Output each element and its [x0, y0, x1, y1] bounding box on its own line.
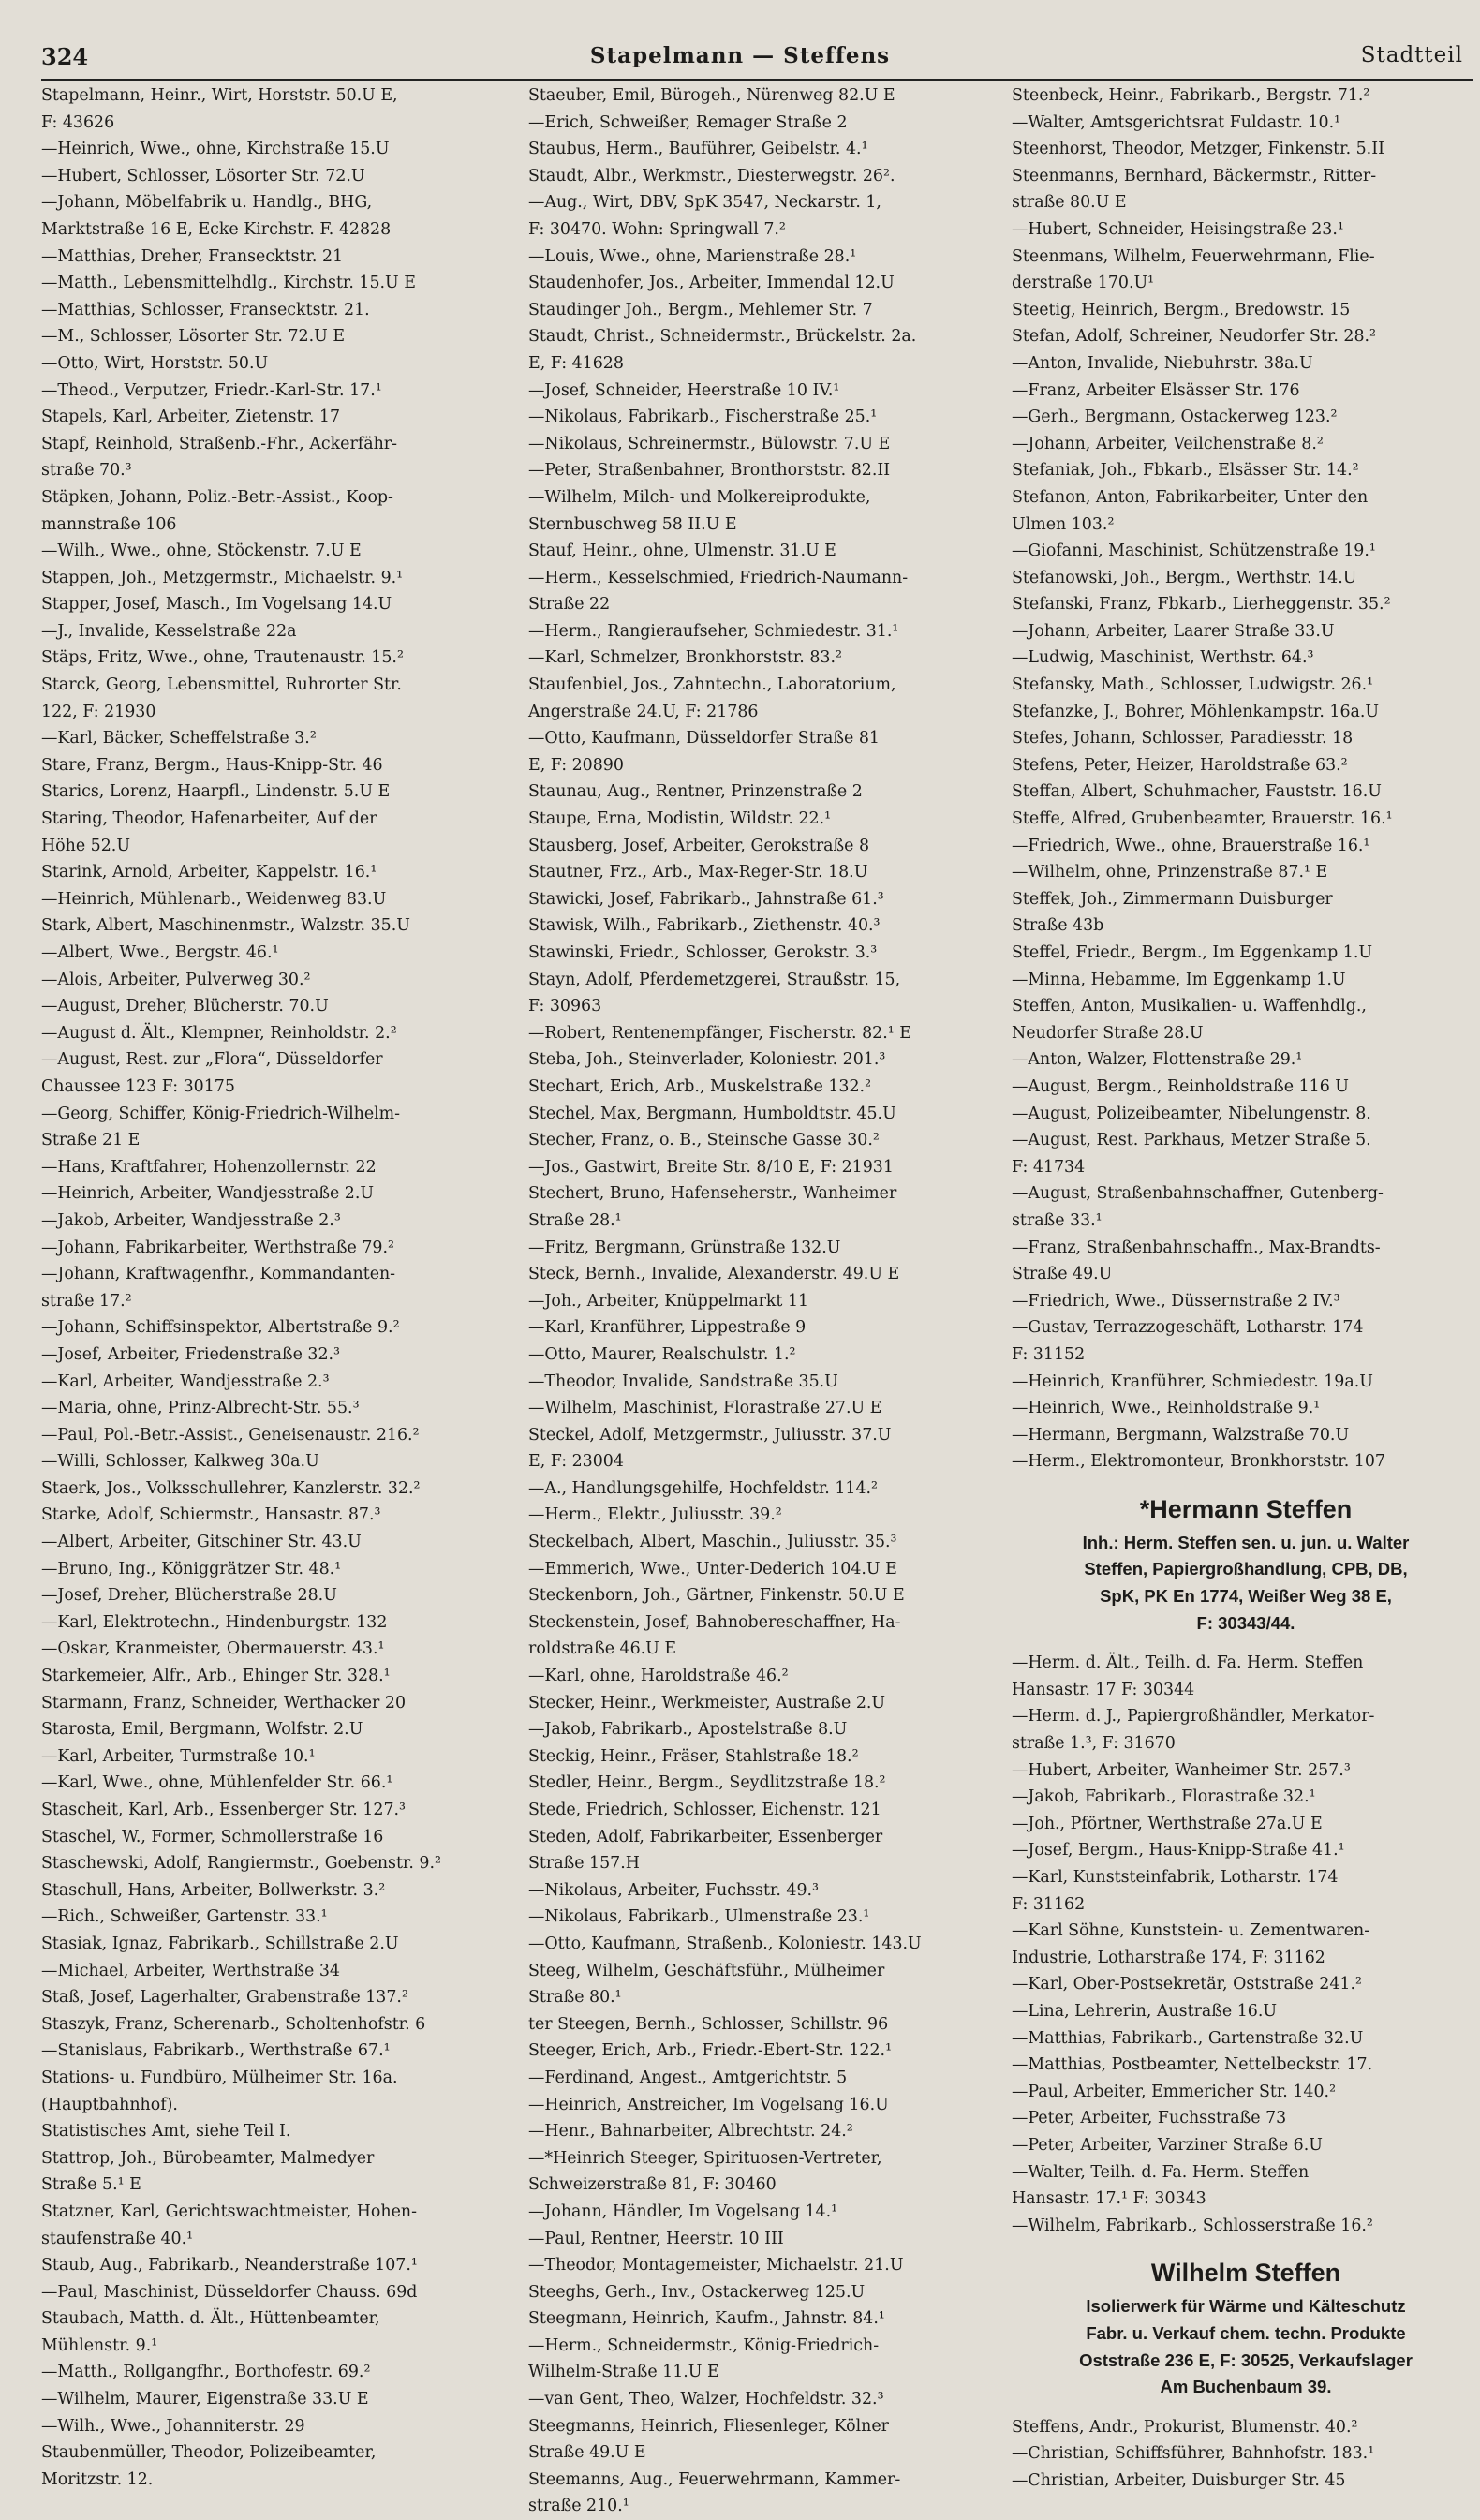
directory-entry-line: Hansastr. 17.¹ F: 30343: [1012, 2189, 1206, 2209]
directory-entry-line: Schweizerstraße 81, F: 30460: [528, 2175, 777, 2195]
directory-entry-line: Neudorfer Straße 28.U: [1012, 1023, 1204, 1043]
directory-entry-line: —Jakob, Fabrikarb., Florastraße 32.¹: [1012, 1787, 1316, 1807]
directory-entry-line: —Joh., Arbeiter, Knüppelmarkt 11: [528, 1291, 809, 1311]
ad-title: *Hermann Steffen: [1139, 1494, 1353, 1523]
directory-entry-line: —Josef, Bergm., Haus-Knipp-Straße 41.¹: [1012, 1841, 1345, 1860]
directory-entry-line: —Josef, Dreher, Blücherstraße 28.U: [41, 1586, 337, 1606]
directory-entry-line: —Heinrich, Wwe., Reinholdstraße 9.¹: [1012, 1399, 1321, 1418]
directory-entry-line: —Theod., Verputzer, Friedr.-Karl-Str. 17.¹: [41, 380, 382, 400]
directory-entry-line: —Karl, Ober-Postsekretär, Oststraße 241.²: [1012, 1975, 1362, 1994]
directory-entry-line: Staschull, Hans, Arbeiter, Bollwerkstr. 3.²: [41, 1880, 386, 1900]
directory-entry-line: —Johann, Möbelfabrik u. Handlg., BHG,: [41, 193, 373, 213]
directory-entry-line: —Aug., Wirt, DBV, SpK 3547, Neckarstr. 1,: [528, 193, 881, 213]
directory-entry-line: —Georg, Schiffer, König-Friedrich-Wilhelm-: [41, 1104, 401, 1123]
directory-entry-line: —Nikolaus, Schreinermstr., Bülowstr. 7.U E: [528, 434, 891, 453]
directory-entry-line: Moritzstr. 12.: [41, 2469, 154, 2489]
directory-entry-line: Staerk, Jos., Volksschullehrer, Kanzlerstr. 32.²: [41, 1478, 421, 1498]
directory-entry-line: Staupe, Erna, Modistin, Wildstr. 22.¹: [528, 809, 832, 829]
directory-entry-line: derstraße 170.U¹: [1012, 274, 1155, 293]
directory-entry-line: —Minna, Hebamme, Im Eggenkamp 1.U: [1012, 970, 1346, 989]
directory-entry-line: staufenstraße 40.¹: [41, 2229, 194, 2248]
directory-entry-line: —van Gent, Theo, Walzer, Hochfeldstr. 32.³: [528, 2390, 884, 2409]
directory-entry-line: Staubach, Matth. d. Ält., Hüttenbeamter,: [41, 2309, 380, 2329]
directory-entry-line: —Herm., Kesselschmied, Friedrich-Naumann-: [528, 568, 909, 587]
directory-entry-line: Staunau, Aug., Rentner, Prinzenstraße 2: [528, 782, 863, 802]
directory-entry-line: Stautner, Frz., Arb., Max-Reger-Str. 18.U: [528, 863, 868, 882]
directory-entry-line: Stefes, Johann, Schlosser, Paradiesstr. 18: [1012, 729, 1354, 749]
directory-entry-line: —Alois, Arbeiter, Pulverweg 30.²: [41, 970, 311, 989]
directory-entry-line: F: 43626: [41, 112, 115, 132]
directory-entry-line: —Stanislaus, Fabrikarb., Werthstraße 67.¹: [41, 2041, 391, 2061]
directory-entry-line: mannstraße 106: [41, 514, 177, 534]
directory-entry-line: —Albert, Wwe., Bergstr. 46.¹: [41, 943, 279, 962]
directory-entry-line: Hansastr. 17 F: 30344: [1012, 1680, 1195, 1699]
directory-entry-line: —Wilh., Wwe., Johanniterstr. 29: [41, 2416, 305, 2436]
directory-entry-line: —Paul, Arbeiter, Emmericher Str. 140.²: [1012, 2082, 1337, 2101]
directory-entry-line: —Paul, Pol.-Betr.-Assist., Geneisenaustr. 216.²: [41, 1425, 420, 1445]
directory-entry-line: straße 33.¹: [1012, 1210, 1103, 1230]
directory-entry-line: E, F: 20890: [528, 755, 624, 775]
directory-entry-line: Steeger, Erich, Arb., Friedr.-Ebert-Str. 122.¹: [528, 2041, 893, 2061]
directory-entry-line: Stefansky, Math., Schlosser, Ludwigstr. 26.¹: [1012, 675, 1374, 695]
directory-entry-line: —Emmerich, Wwe., Unter-Dederich 104.U E: [528, 1559, 897, 1579]
column-3: [1012, 82, 1480, 2490]
directory-entry-line: Staeuber, Emil, Bürogeh., Nürenweg 82.U E: [528, 86, 895, 105]
directory-entry-line: Straße 22: [528, 595, 611, 615]
directory-entry-line: —Paul, Maschinist, Düsseldorfer Chauss. 69d: [41, 2282, 418, 2302]
directory-entry-line: —Ludwig, Maschinist, Werthstr. 64.³: [1012, 648, 1314, 668]
directory-entry-line: Stayn, Adolf, Pferdemetzgerei, Straußstr. 15,: [528, 970, 901, 989]
directory-entry-line: —Christian, Schiffsführer, Bahnhofstr. 183.¹: [1012, 2444, 1375, 2464]
directory-entry-line: —Matthias, Schlosser, Fransecktstr. 21.: [41, 300, 370, 319]
directory-entry-line: straße 70.³: [41, 461, 132, 481]
directory-entry-line: —Herm. d. J., Papiergroßhändler, Merkator-: [1012, 1707, 1375, 1727]
directory-entry-line: roldstraße 46.U E: [528, 1639, 677, 1659]
directory-entry-line: —Henr., Bahnarbeiter, Albrechtstr. 24.²: [528, 2122, 853, 2142]
directory-entry-line: —Wilhelm, Milch- und Molkereiprodukte,: [528, 487, 871, 507]
directory-entry-line: —August d. Ält., Klempner, Reinholdstr. 2.²: [41, 1023, 397, 1043]
directory-entry-line: —Josef, Schneider, Heerstraße 10 IV.¹: [528, 380, 840, 400]
directory-entry-line: —Giofanni, Maschinist, Schützenstraße 19.¹: [1012, 541, 1376, 561]
directory-entry-line: —Friedrich, Wwe., Düssernstraße 2 IV.³: [1012, 1291, 1340, 1311]
directory-entry-line: F: 41734: [1012, 1157, 1086, 1177]
directory-entry-line: —August, Polizeibeamter, Nibelungenstr. 8.: [1012, 1104, 1371, 1123]
directory-entry-line: —Anton, Invalide, Niebuhrstr. 38a.U: [1012, 353, 1313, 373]
directory-entry-line: —Fritz, Bergmann, Grünstraße 132.U: [528, 1238, 841, 1257]
directory-entry-line: —Gustav, Terrazzogeschäft, Lotharstr. 174: [1012, 1318, 1364, 1338]
directory-entry-line: Stäps, Fritz, Wwe., ohne, Trautenaustr. 15.²: [41, 648, 404, 668]
directory-entry-line: —Wilhelm, ohne, Prinzenstraße 87.¹ E: [1012, 863, 1328, 882]
directory-entry-line: —Karl, Arbeiter, Turmstraße 10.¹: [41, 1746, 316, 1766]
directory-entry-line: —Otto, Maurer, Realschulstr. 1.²: [528, 1344, 796, 1364]
directory-entry-line: F: 31152: [1012, 1344, 1086, 1364]
directory-entry-line: Steden, Adolf, Fabrikarbeiter, Essenberger: [528, 1827, 883, 1846]
directory-entry-line: Straße 28.¹: [528, 1210, 622, 1230]
directory-entry-line: Steffe, Alfred, Grubenbeamter, Brauerstr. 16.¹: [1012, 809, 1393, 829]
directory-entry-line: —Christian, Arbeiter, Duisburger Str. 45: [1012, 2470, 1346, 2490]
directory-entry-line: Stare, Franz, Bergm., Haus-Knipp-Str. 46: [41, 755, 383, 775]
directory-entry-line: —Johann, Kraftwagenfhr., Kommandanten-: [41, 1265, 396, 1284]
directory-entry-line: —Robert, Rentenempfänger, Fischerstr. 82.¹ E: [528, 1023, 911, 1043]
directory-entry-line: Steeg, Wilhelm, Geschäftsführ., Mülheimer: [528, 1961, 885, 1980]
directory-entry-line: —Jos., Gastwirt, Breite Str. 8/10 E, F: 21931: [528, 1157, 894, 1177]
directory-entry-line: —Theodor, Montagemeister, Michaelstr. 21.U: [528, 2256, 904, 2275]
directory-entry-line: Steckenstein, Josef, Bahnobereschaffner, Ha-: [528, 1612, 901, 1632]
directory-entry-line: —*Heinrich Steeger, Spirituosen-Vertreter,: [528, 2148, 882, 2168]
directory-entry-line: —Otto, Wirt, Horststr. 50.U: [41, 353, 269, 373]
directory-entry-line: E, F: 41628: [528, 353, 624, 373]
directory-entry-line: Staudenhofer, Jos., Arbeiter, Immendal 12.U: [528, 274, 895, 293]
directory-entry-line: Steffel, Friedr., Bergm., Im Eggenkamp 1.U: [1012, 943, 1373, 962]
directory-entry-line: Starkemeier, Alfr., Arb., Ehinger Str. 328.¹: [41, 1667, 391, 1686]
directory-entry-line: —Peter, Arbeiter, Fuchsstraße 73: [1012, 2109, 1287, 2128]
directory-entry-line: Steenhorst, Theodor, Metzger, Finkenstr. 5.II: [1012, 140, 1384, 159]
directory-entry-line: —Karl Söhne, Kunststein- u. Zementwaren-: [1012, 1921, 1370, 1941]
column-2: [528, 82, 1006, 2516]
directory-entry-line: Steenmanns, Bernhard, Bäckermstr., Ritter-: [1012, 166, 1377, 185]
directory-entry-line: —Heinrich, Kranführer, Schmiedestr. 19a.U: [1012, 1371, 1373, 1391]
directory-entry-line: Staschewski, Adolf, Rangiermstr., Goebenstr. 9.²: [41, 1854, 441, 1874]
directory-entry-line: Steffens, Andr., Prokurist, Blumenstr. 40.²: [1012, 2417, 1358, 2437]
directory-entry-line: —Gerh., Bergmann, Ostackerweg 123.²: [1012, 408, 1338, 427]
directory-entry-line: Starmann, Franz, Schneider, Werthacker 20: [41, 1693, 407, 1712]
directory-entry-line: Steckelbach, Albert, Maschin., Juliusstr. 35.³: [528, 1533, 897, 1552]
directory-entry-line: —Rich., Schweißer, Gartenstr. 33.¹: [41, 1907, 328, 1927]
directory-entry-line: —Matthias, Dreher, Fransecktstr. 21: [41, 246, 344, 266]
directory-entry-line: Stapper, Josef, Masch., Im Vogelsang 14.U: [41, 595, 392, 615]
directory-entry-line: —August, Dreher, Blücherstr. 70.U: [41, 997, 329, 1016]
page-number: 324: [41, 43, 89, 70]
directory-entry-line: Staubus, Herm., Bauführer, Geibelstr. 4.¹: [528, 140, 868, 159]
directory-entry-line: Wilhelm-Straße 11.U E: [528, 2363, 719, 2382]
directory-entry-line: Steba, Joh., Steinverlader, Koloniestr. 201.³: [528, 1050, 886, 1070]
directory-entry-line: Stausberg, Josef, Arbeiter, Gerokstraße 8: [528, 836, 870, 855]
directory-entry-line: Staufenbiel, Jos., Zahntechn., Laboratorium,: [528, 675, 896, 695]
directory-entry-line: —Karl, Wwe., ohne, Mühlenfelder Str. 66.¹: [41, 1773, 393, 1793]
directory-entry-line: Staß, Josef, Lagerhalter, Grabenstraße 137.²: [41, 1988, 408, 2008]
directory-entry-line: Stefanon, Anton, Fabrikarbeiter, Unter den: [1012, 487, 1369, 507]
advertisement-hermann-steffen: [1012, 1489, 1480, 1637]
directory-entry-line: —Theodor, Invalide, Sandstraße 35.U: [528, 1371, 838, 1391]
directory-entry-line: Höhe 52.U: [41, 836, 130, 855]
directory-entry-line: E, F: 23004: [528, 1452, 624, 1472]
directory-entry-line: —Johann, Fabrikarbeiter, Werthstraße 79.²: [41, 1238, 394, 1257]
ad-line: Fabr. u. Verkauf chem. techn. Produkte: [1086, 2322, 1406, 2343]
directory-entry-line: Steenmans, Wilhelm, Feuerwehrmann, Flie-: [1012, 246, 1375, 266]
directory-entry-line: Stapels, Karl, Arbeiter, Zietenstr. 17: [41, 408, 341, 427]
directory-entry-line: —Herm. d. Ält., Teilh. d. Fa. Herm. Steffen: [1012, 1653, 1364, 1673]
directory-entry-line: —Wilh., Wwe., ohne, Stöckenstr. 7.U E: [41, 541, 362, 561]
directory-entry-line: Stappen, Joh., Metzgermstr., Michaelstr. 9.¹: [41, 568, 404, 587]
ad-line: SpK, PK En 1774, Weißer Weg 38 E,: [1100, 1586, 1392, 1607]
directory-entry-line: —Heinrich, Anstreicher, Im Vogelsang 16.U: [528, 2095, 889, 2114]
directory-entry-line: Stechart, Erich, Arb., Muskelstraße 132.²: [528, 1076, 872, 1096]
directory-entry-line: Steckel, Adolf, Metzgermstr., Juliusstr. 37.U: [528, 1425, 892, 1445]
directory-entry-line: Straße 21 E: [41, 1131, 141, 1150]
directory-entry-line: Stations- u. Fundbüro, Mülheimer Str. 16a.: [41, 2068, 398, 2087]
directory-entry-line: —Walter, Amtsgerichtsrat Fuldastr. 10.¹: [1012, 112, 1341, 132]
directory-entry-line: Steffen, Anton, Musikalien- u. Waffenhdlg.,: [1012, 997, 1367, 1016]
directory-entry-line: Stecker, Heinr., Werkmeister, Austraße 2.U: [528, 1693, 886, 1712]
directory-entry-line: Steckenborn, Joh., Gärtner, Finkenstr. 50.U E: [528, 1586, 905, 1606]
directory-entry-line: Stecher, Franz, o. B., Steinsche Gasse 30.²: [528, 1131, 880, 1150]
directory-entry-line: —Herm., Elektr., Juliusstr. 39.²: [528, 1505, 782, 1525]
directory-entry-line: Marktstraße 16 E, Ecke Kirchstr. F. 42828: [41, 219, 392, 239]
directory-entry-line: —A., Handlungsgehilfe, Hochfeldstr. 114.²: [528, 1478, 879, 1498]
directory-entry-line: Sternbuschweg 58 II.U E: [528, 514, 737, 534]
directory-entry-line: —Wilhelm, Fabrikarb., Schlosserstraße 16.²: [1012, 2216, 1373, 2235]
directory-entry-line: Staudt, Christ., Schneidermstr., Brückelstr. 2a.: [528, 327, 917, 347]
directory-entry-line: —Karl, ohne, Haroldstraße 46.²: [528, 1667, 789, 1686]
directory-entry-line: Starosta, Emil, Bergmann, Wolfstr. 2.U: [41, 1720, 363, 1740]
directory-entry-line: —Karl, Bäcker, Scheffelstraße 3.²: [41, 729, 317, 749]
directory-entry-line: —Herm., Rangieraufseher, Schmiedestr. 31.¹: [528, 621, 899, 641]
directory-entry-line: Stefens, Peter, Heizer, Haroldstraße 63.²: [1012, 755, 1348, 775]
directory-entry-line: —Hermann, Bergmann, Walzstraße 70.U: [1012, 1425, 1350, 1445]
ad-line: Am Buchenbaum 39.: [1160, 2377, 1332, 2397]
directory-entry-line: Stawisk, Wilh., Fabrikarb., Ziethenstr. 40.³: [528, 916, 881, 936]
directory-entry-line: straße 17.²: [41, 1291, 132, 1311]
directory-entry-line: —Michael, Arbeiter, Werthstraße 34: [41, 1961, 340, 1980]
directory-entry-line: —Hans, Kraftfahrer, Hohenzollernstr. 22: [41, 1157, 377, 1177]
directory-entry-line: —Johann, Händler, Im Vogelsang 14.¹: [528, 2201, 838, 2221]
directory-entry-line: —Joh., Pförtner, Werthstraße 27a.U E: [1012, 1814, 1323, 1833]
directory-entry-line: —Hubert, Schneider, Heisingstraße 23.¹: [1012, 219, 1344, 239]
directory-entry-line: Stawinski, Friedr., Schlosser, Gerokstr. 3.³: [528, 943, 878, 962]
column-3-entries-c: [1012, 2414, 1480, 2495]
directory-entry-line: Straße 49.U E: [528, 2443, 646, 2463]
directory-entry-line: —Wilhelm, Maschinist, Florastraße 27.U E: [528, 1399, 882, 1418]
directory-entry-line: Stapf, Reinhold, Straßenb.-Fhr., Ackerfähr-: [41, 434, 397, 453]
directory-entry-line: ter Steegen, Bernh., Schlosser, Schillstr. 96: [528, 2014, 889, 2034]
directory-entry-line: —Erich, Schweißer, Remager Straße 2: [528, 112, 848, 132]
directory-entry-line: —Otto, Kaufmann, Düsseldorfer Straße 81: [528, 729, 880, 749]
directory-entry-line: Straße 80.¹: [528, 1988, 622, 2008]
directory-entry-line: —Karl, Kranführer, Lippestraße 9: [528, 1318, 807, 1338]
directory-entry-line: —Jakob, Fabrikarb., Apostelstraße 8.U: [528, 1720, 848, 1740]
directory-entry-line: —Franz, Arbeiter Elsässer Str. 176: [1012, 380, 1300, 400]
directory-entry-line: Stefaniak, Joh., Fbkarb., Elsässer Str. 14.²: [1012, 461, 1359, 481]
directory-entry-line: Statistisches Amt, siehe Teil I.: [41, 2122, 291, 2142]
directory-entry-line: —August, Bergm., Reinholdstraße 116 U: [1012, 1076, 1349, 1096]
directory-entry-line: Stechert, Bruno, Hafenseherstr., Wanheimer: [528, 1184, 897, 1204]
directory-entry-line: —Ferdinand, Angest., Amtgerichtstr. 5: [528, 2068, 848, 2087]
directory-entry-line: —Louis, Wwe., ohne, Marienstraße 28.¹: [528, 246, 857, 266]
directory-entry-line: Stefanski, Franz, Fbkarb., Lierheggenstr. 35.²: [1012, 595, 1391, 615]
directory-entry-line: Steegmanns, Heinrich, Fliesenleger, Kölner: [528, 2416, 889, 2436]
directory-entry-line: —Hubert, Schlosser, Lösorter Str. 72.U: [41, 166, 365, 185]
directory-entry-line: Staubenmüller, Theodor, Polizeibeamter,: [41, 2443, 377, 2463]
directory-entry-line: Starck, Georg, Lebensmittel, Ruhrorter Str.: [41, 675, 402, 695]
directory-entry-line: —Jakob, Arbeiter, Wandjesstraße 2.³: [41, 1210, 341, 1230]
directory-entry-line: straße 210.¹: [528, 2497, 629, 2516]
directory-entry-line: —Johann, Schiffsinspektor, Albertstraße 9.²: [41, 1318, 400, 1338]
directory-entry-line: —Johann, Arbeiter, Veilchenstraße 8.²: [1012, 434, 1324, 453]
directory-entry-line: —Nikolaus, Arbeiter, Fuchsstr. 49.³: [528, 1880, 820, 1900]
directory-entry-line: —Heinrich, Mühlenarb., Weidenweg 83.U: [41, 889, 387, 909]
ad-title: Wilhelm Steffen: [1150, 2259, 1341, 2288]
directory-entry-line: Stefanzke, J., Bohrer, Möhlenkampstr. 16a.U: [1012, 702, 1380, 721]
directory-entry-line: Steffan, Albert, Schuhmacher, Fauststr. 16.U: [1012, 782, 1382, 802]
directory-entry-line: Steck, Bernh., Invalide, Alexanderstr. 49.U E: [528, 1265, 900, 1284]
directory-entry-line: Steemanns, Aug., Feuerwehrmann, Kammer-: [528, 2469, 901, 2489]
directory-entry-line: —Matthias, Postbeamter, Nettelbeckstr. 17.: [1012, 2055, 1373, 2075]
directory-entry-line: Stechel, Max, Bergmann, Humboldtstr. 45.U: [528, 1104, 896, 1123]
directory-entry-line: Mühlenstr. 9.¹: [41, 2335, 158, 2355]
directory-entry-line: Stawicki, Josef, Fabrikarb., Jahnstraße 61.³: [528, 889, 884, 909]
directory-entry-line: —Wilhelm, Maurer, Eigenstraße 33.U E: [41, 2390, 369, 2409]
ad-line: Steffen, Papiergroßhandlung, CPB, DB,: [1084, 1559, 1408, 1579]
ad-line: Oststraße 236 E, F: 30525, Verkaufslager: [1079, 2350, 1413, 2370]
directory-entry-line: F: 30963: [528, 997, 602, 1016]
directory-entry-line: —Hubert, Arbeiter, Wanheimer Str. 257.³: [1012, 1760, 1351, 1780]
directory-entry-line: —Anton, Walzer, Flottenstraße 29.¹: [1012, 1050, 1303, 1070]
directory-entry-line: Staschel, W., Former, Schmollerstraße 16: [41, 1827, 384, 1846]
directory-entry-line: —Willi, Schlosser, Kalkweg 30a.U: [41, 1452, 319, 1472]
directory-entry-line: —Heinrich, Arbeiter, Wandjesstraße 2.U: [41, 1184, 375, 1204]
directory-entry-line: Staudt, Albr., Werkmstr., Diesterwegstr. 26².: [528, 166, 895, 185]
directory-entry-line: Starke, Adolf, Schiermstr., Hansastr. 87.³: [41, 1505, 381, 1525]
directory-entry-line: Steeghs, Gerh., Inv., Ostackerweg 125.U: [528, 2282, 866, 2302]
directory-entry-line: —Josef, Arbeiter, Friedenstraße 32.³: [41, 1344, 341, 1364]
directory-entry-line: —M., Schlosser, Lösorter Str. 72.U E: [41, 327, 346, 347]
directory-entry-line: Straße 43b: [1012, 916, 1104, 936]
directory-entry-line: Stedler, Heinr., Bergm., Seydlitzstraße 18.²: [528, 1773, 886, 1793]
directory-entry-line: —August, Rest. zur „Flora“, Düsseldorfer: [41, 1050, 383, 1070]
directory-entry-line: —Otto, Kaufmann, Straßenb., Koloniestr. 143.U: [528, 1934, 922, 1953]
directory-entry-line: —Herm., Schneidermstr., König-Friedrich-: [528, 2335, 880, 2355]
directory-entry-line: —J., Invalide, Kesselstraße 22a: [41, 621, 297, 641]
directory-entry-line: Staudinger Joh., Bergm., Mehlemer Str. 7: [528, 300, 873, 319]
column-3-entries-b: [1012, 1650, 1480, 2239]
directory-entry-line: —Heinrich, Wwe., ohne, Kirchstraße 15.U: [41, 140, 390, 159]
directory-entry-line: —Karl, Schmelzer, Bronkhorststr. 83.²: [528, 648, 842, 668]
directory-entry-line: Steetig, Heinrich, Bergm., Bredowstr. 15: [1012, 300, 1351, 319]
directory-entry-line: Ulmen 103.²: [1012, 514, 1115, 534]
directory-entry-line: Chaussee 123 F: 30175: [41, 1076, 235, 1096]
directory-entry-line: —Bruno, Ing., Königgrätzer Str. 48.¹: [41, 1559, 342, 1579]
directory-entry-line: —Franz, Straßenbahnschaffn., Max-Brandts-: [1012, 1238, 1381, 1257]
directory-entry-line: Stede, Friedrich, Schlosser, Eichenstr. 121: [528, 1801, 881, 1819]
directory-entry-line: —Matthias, Fabrikarb., Gartenstraße 32.U: [1012, 2028, 1364, 2048]
directory-entry-line: Steenbeck, Heinr., Fabrikarb., Bergstr. 71.²: [1012, 86, 1370, 105]
directory-entry-line: Stäpken, Johann, Poliz.-Betr.-Assist., Koop-: [41, 487, 393, 507]
directory-entry-line: —Matth., Lebensmittelhdlg., Kirchstr. 15.U E: [41, 274, 416, 293]
directory-entry-line: F: 31162: [1012, 1894, 1086, 1914]
directory-entry-line: Straße 49.U: [1012, 1265, 1113, 1284]
directory-entry-line: Stefanowski, Joh., Bergm., Werthstr. 14.U: [1012, 568, 1357, 587]
directory-entry-line: Stark, Albert, Maschinenmstr., Walzstr. 35.U: [41, 916, 410, 936]
directory-entry-line: —Nikolaus, Fabrikarb., Fischerstraße 25.¹: [528, 408, 878, 427]
directory-entry-line: F: 30470. Wohn: Springwall 7.²: [528, 219, 786, 239]
ad-line: Isolierwerk für Wärme und Kälteschutz: [1086, 2296, 1406, 2317]
directory-entry-line: Steegmann, Heinrich, Kaufm., Jahnstr. 84.¹: [528, 2309, 885, 2329]
directory-entry-line: straße 1.³, F: 31670: [1012, 1734, 1176, 1754]
directory-entry-line: (Hauptbahnhof).: [41, 2095, 178, 2114]
directory-entry-line: —Peter, Arbeiter, Varziner Straße 6.U: [1012, 2135, 1323, 2155]
directory-entry-line: Steffek, Joh., Zimmermann Duisburger: [1012, 889, 1333, 909]
directory-entry-line: —Peter, Straßenbahner, Bronthorststr. 82.II: [528, 461, 891, 481]
directory-entry-line: —Karl, Kunststeinfabrik, Lotharstr. 174: [1012, 1868, 1339, 1887]
ad-line: Inh.: Herm. Steffen sen. u. jun. u. Walter: [1082, 1532, 1410, 1552]
directory-entry-line: Stattrop, Joh., Bürobeamter, Malmedyer: [41, 2148, 375, 2168]
directory-entry-line: Staszyk, Franz, Scherenarb., Scholtenhofstr. 6: [41, 2014, 426, 2034]
directory-entry-line: Stapelmann, Heinr., Wirt, Horststr. 50.U E,: [41, 86, 398, 105]
directory-entry-line: Straße 5.¹ E: [41, 2175, 141, 2195]
directory-entry-line: —Paul, Rentner, Heerstr. 10 III: [528, 2229, 784, 2248]
directory-entry-line: —Lina, Lehrerin, Austraße 16.U: [1012, 2001, 1278, 2021]
directory-entry-line: straße 80.U E: [1012, 193, 1127, 213]
directory-entry-line: —Friedrich, Wwe., ohne, Brauerstraße 16.¹: [1012, 836, 1370, 855]
directory-entry-line: 122, F: 21930: [41, 702, 156, 721]
directory-entry-line: —Albert, Arbeiter, Gitschiner Str. 43.U: [41, 1533, 362, 1552]
directory-entry-line: —Karl, Elektrotechn., Hindenburgstr. 132: [41, 1612, 388, 1632]
directory-entry-line: —Oskar, Kranmeister, Obermauerstr. 43.¹: [41, 1639, 385, 1659]
directory-entry-line: Staring, Theodor, Hafenarbeiter, Auf der: [41, 809, 377, 829]
ad-line: F: 30343/44.: [1196, 1612, 1295, 1633]
column-3-entries-a: [1012, 82, 1480, 1475]
directory-entry-line: —Nikolaus, Fabrikarb., Ulmenstraße 23.¹: [528, 1907, 870, 1927]
advertisement-wilhelm-steffen: [1012, 2252, 1480, 2400]
directory-entry-line: Stascheit, Karl, Arb., Essenberger Str. 127.³: [41, 1801, 407, 1819]
directory-entry-line: —August, Straßenbahnschaffner, Gutenberg-: [1012, 1184, 1384, 1204]
page-title: Stapelmann — Steffens: [589, 43, 891, 68]
directory-entry-line: —Herm., Elektromonteur, Bronkhorststr. 107: [1012, 1452, 1385, 1472]
directory-entry-line: Starink, Arnold, Arbeiter, Kappelstr. 16.¹: [41, 863, 377, 882]
directory-entry-line: —Matth., Rollgangfhr., Borthofestr. 69.²: [41, 2363, 371, 2382]
directory-entry-line: —Maria, ohne, Prinz-Albrecht-Str. 55.³: [41, 1399, 360, 1418]
directory-entry-line: Stauf, Heinr., ohne, Ulmenstr. 31.U E: [528, 541, 836, 561]
directory-entry-line: Stasiak, Ignaz, Fabrikarb., Schillstraße 2.U: [41, 1934, 399, 1953]
directory-entry-line: Stefan, Adolf, Schreiner, Neudorfer Str. 28.²: [1012, 327, 1377, 347]
directory-entry-line: —Karl, Arbeiter, Wandjesstraße 2.³: [41, 1371, 330, 1391]
directory-entry-line: Steckig, Heinr., Fräser, Stahlstraße 18.²: [528, 1746, 859, 1766]
section-label: Stadtteil: [1360, 43, 1463, 67]
directory-entry-line: —August, Rest. Parkhaus, Metzer Straße 5.: [1012, 1131, 1371, 1150]
directory-entry-line: —Johann, Arbeiter, Laarer Straße 33.U: [1012, 621, 1335, 641]
directory-entry-line: Starics, Lorenz, Haarpfl., Lindenstr. 5.U E: [41, 782, 391, 802]
page-header: [0, 43, 1480, 75]
directory-entry-line: Staub, Aug., Fabrikarb., Neanderstraße 107.¹: [41, 2256, 418, 2275]
directory-entry-line: Statzner, Karl, Gerichtswachtmeister, Hohen-: [41, 2201, 417, 2221]
directory-entry-line: Industrie, Lotharstraße 174, F: 31162: [1012, 1948, 1325, 1967]
directory-entry-line: Angerstraße 24.U, F: 21786: [528, 702, 759, 721]
directory-entry-line: —Walter, Teilh. d. Fa. Herm. Steffen: [1012, 2162, 1310, 2182]
directory-entry-line: Straße 157.H: [528, 1854, 640, 1874]
column-1: [41, 82, 519, 2489]
header-rule: [41, 79, 1473, 81]
